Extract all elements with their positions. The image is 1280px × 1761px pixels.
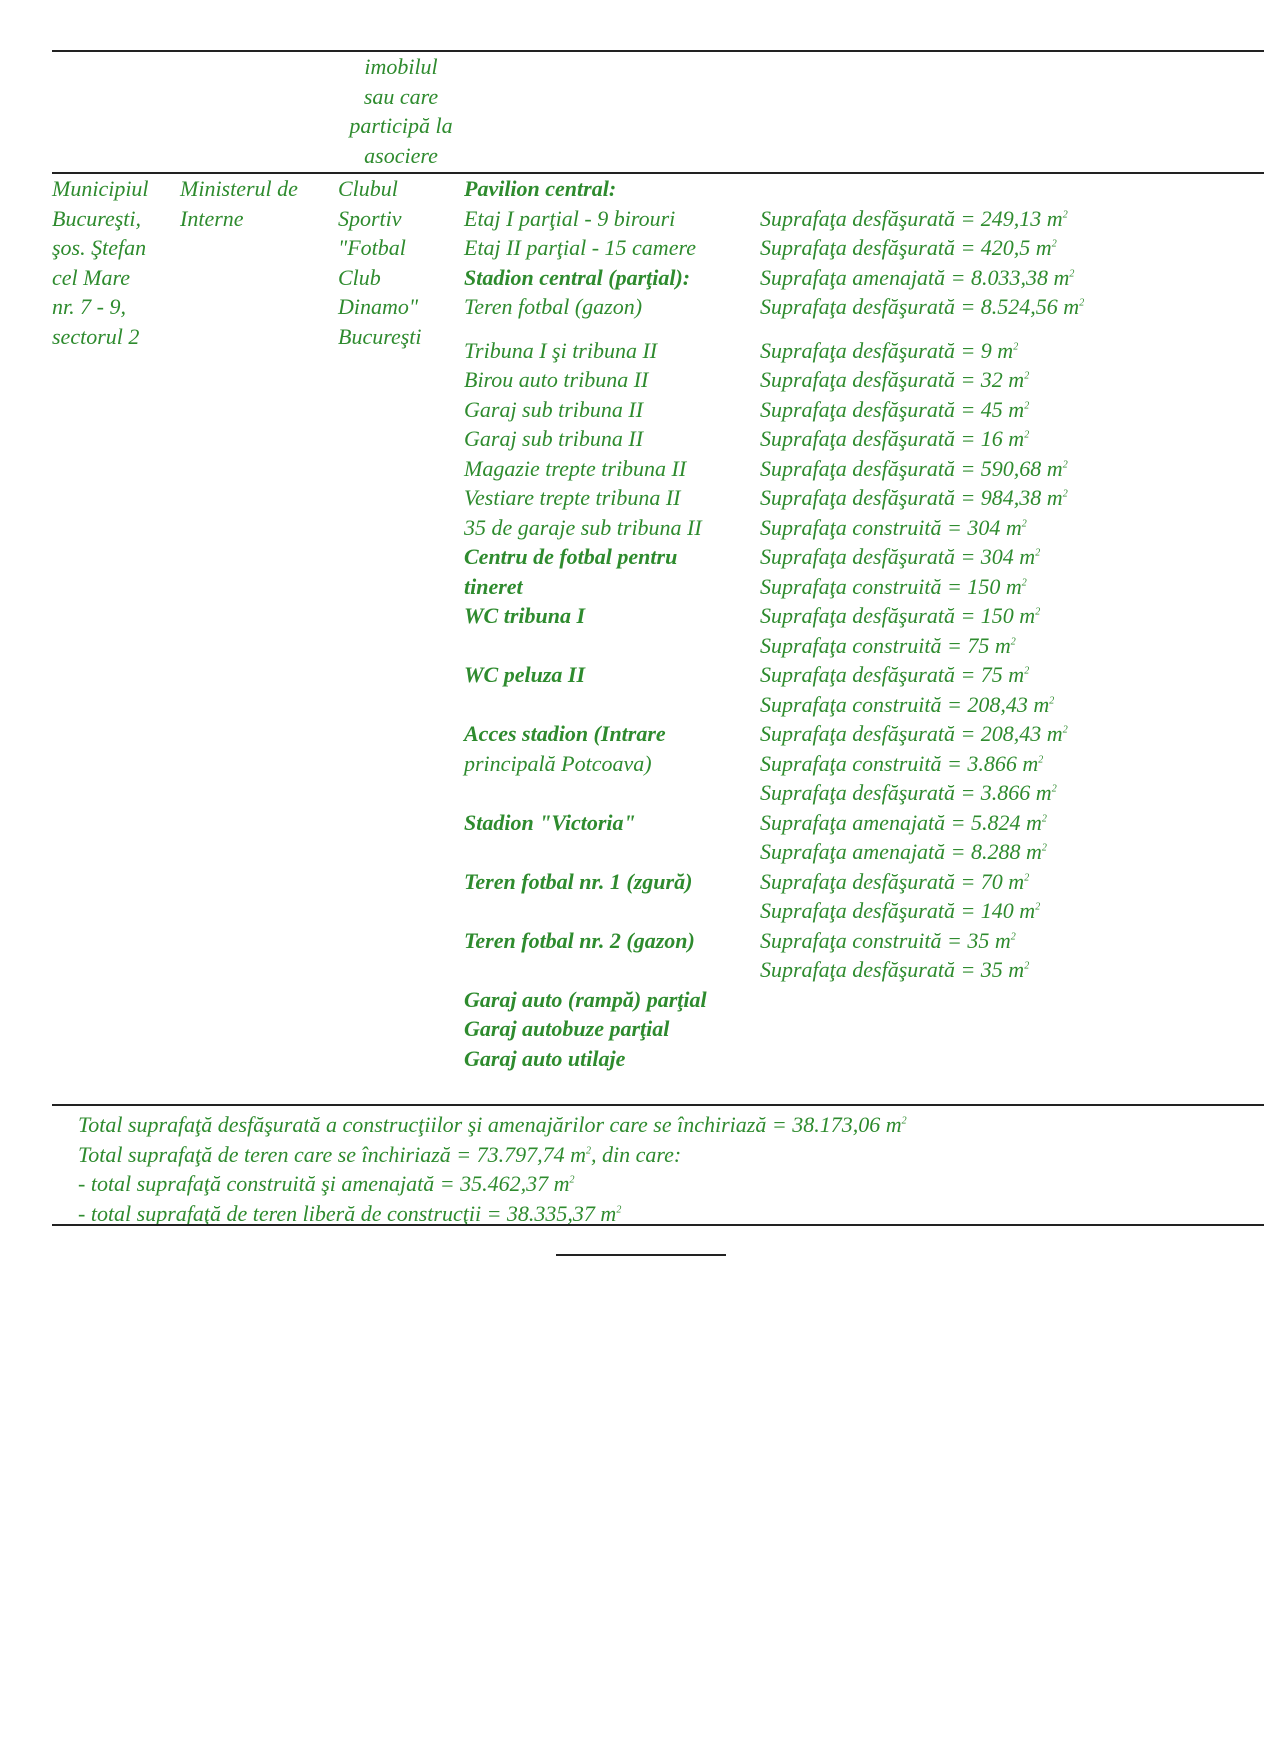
surface-area-value (760, 955, 1260, 985)
surface-area-text: Suprafaţa desfăşurată = 304 m (760, 544, 1036, 569)
surface-area-text: Suprafaţa amenajată = 8.288 m (760, 839, 1042, 864)
property-item: principală Potcoava) (464, 750, 652, 776)
surface-area-value (760, 778, 1260, 808)
surface-area-value (760, 572, 1260, 602)
surface-area-value (760, 631, 1260, 661)
surface-area-text: Suprafaţa amenajată = 8.033,38 m (760, 264, 1070, 290)
end-separator-line (556, 1254, 726, 1256)
property-item: Garaj sub tribuna II (464, 396, 644, 422)
total-text: - total suprafaţă construită şi amenajată = 35.462,37 m (78, 1171, 570, 1196)
surface-area-value (760, 926, 1260, 956)
unit-superscript: 2 (1038, 754, 1044, 766)
property-item: Birou auto tribuna II (464, 367, 649, 392)
totals-block (78, 1110, 907, 1228)
table-bottom-rule (52, 1224, 1264, 1226)
unit-superscript: 2 (1051, 238, 1057, 250)
row-gap (464, 322, 754, 336)
unit-superscript: 2 (1024, 665, 1030, 677)
property-item (464, 896, 754, 926)
header-line: asociere (364, 142, 438, 168)
surface-area-text: Suprafaţa desfăşurată = 8.524,56 m (760, 294, 1080, 319)
total-suffix: , din care: (591, 1141, 682, 1167)
unit-superscript: 2 (569, 1174, 575, 1186)
participant-line: "Fotbal (338, 235, 406, 260)
property-items-list (464, 174, 754, 1073)
surface-area-value (760, 513, 1260, 543)
participant-line: Clubul (338, 176, 398, 201)
totals-top-rule (52, 1104, 1264, 1106)
surface-area-text: Suprafaţa construită = 75 m (760, 632, 1011, 658)
row-gap (760, 322, 1260, 336)
participant-cell (338, 174, 460, 351)
header-line: imobilul (364, 54, 438, 79)
unit-superscript: 2 (616, 1204, 622, 1216)
column-header-participant (336, 52, 466, 170)
surface-area-value (760, 867, 1260, 897)
surface-area-text: Suprafaţa construită = 208,43 m (760, 691, 1050, 717)
unit-superscript: 2 (1062, 459, 1068, 471)
property-item: Magazie trepte tribuna II (464, 455, 687, 481)
property-item: Stadion "Victoria" (464, 809, 636, 835)
surface-area-text: Suprafaţa construită = 150 m (760, 573, 1022, 599)
surface-area-value (760, 292, 1260, 322)
surface-area-value (760, 424, 1260, 454)
surface-area-text: Suprafaţa desfăşurată = 75 m (760, 662, 1025, 687)
unit-superscript: 2 (586, 1145, 591, 1157)
surface-area-text: Suprafaţa desfăşurată = 590,68 m (760, 455, 1063, 481)
surface-area-text: Suprafaţa desfăşurată = 9 m (760, 337, 1014, 363)
property-item: Etaj II parţial - 15 camere (464, 235, 696, 260)
surface-area-value (760, 601, 1260, 631)
surface-area-value (760, 233, 1260, 263)
surface-area-value (760, 542, 1260, 572)
unit-superscript: 2 (1062, 724, 1068, 736)
property-item: Centru de fotbal pentru (464, 544, 678, 569)
total-line (78, 1140, 907, 1170)
property-item: Garaj auto (rampă) parţial (464, 986, 707, 1012)
surface-area-value (760, 896, 1260, 926)
property-item: tineret (464, 573, 523, 599)
surface-area-value (760, 660, 1260, 690)
property-item: 35 de garaje sub tribuna II (464, 514, 702, 540)
property-item: Vestiare trepte tribuna II (464, 485, 681, 510)
property-item: Teren fotbal nr. 2 (gazon) (464, 927, 695, 953)
surface-area-text: Suprafaţa construită = 3.866 m (760, 750, 1039, 776)
surface-area-text: Suprafaţa desfăşurată = 32 m (760, 367, 1025, 392)
unit-superscript: 2 (1062, 488, 1068, 500)
surface-area-text: Suprafaţa desfăşurată = 140 m (760, 898, 1036, 923)
surface-area-text: Suprafaţa desfăşurată = 208,43 m (760, 721, 1063, 746)
total-text: Total suprafaţă desfăşurată a construcţiilor şi amenajărilor care se închiriază = 38.173,06 m (78, 1112, 902, 1137)
surface-area-value (760, 483, 1260, 513)
property-item: Tribuna I şi tribuna II (464, 337, 658, 363)
location-line: cel Mare (52, 264, 130, 290)
participant-line: Sportiv (338, 205, 402, 231)
unit-superscript: 2 (1051, 783, 1057, 795)
unit-superscript: 2 (1013, 341, 1019, 353)
surface-area-value (760, 336, 1260, 366)
property-item: Teren fotbal nr. 1 (zgură) (464, 868, 693, 894)
total-line (78, 1110, 907, 1140)
property-item (464, 955, 754, 985)
location-line: sectorul 2 (52, 323, 140, 349)
header-line: participă la (349, 113, 453, 138)
participant-line: Dinamo" (338, 294, 419, 319)
unit-superscript: 2 (1024, 429, 1030, 441)
surface-area-value (760, 395, 1260, 425)
surface-area-text: Suprafaţa desfăşurată = 3.866 m (760, 780, 1052, 805)
surface-area-text: Suprafaţa desfăşurată = 249,13 m (760, 205, 1063, 231)
unit-superscript: 2 (1079, 297, 1085, 309)
surface-area-text: Suprafaţa desfăşurată = 70 m (760, 868, 1025, 894)
property-item: Garaj autobuze parţial (464, 1016, 670, 1041)
surface-area-value (760, 808, 1260, 838)
property-item: WC tribuna I (464, 603, 586, 628)
surface-areas-list (760, 204, 1260, 985)
property-item: Stadion central (parţial): (464, 264, 691, 290)
property-item (464, 690, 754, 720)
participant-line: Club (338, 264, 381, 290)
unit-superscript: 2 (1024, 400, 1030, 412)
surface-area-value (760, 837, 1260, 867)
header-line: sau care (363, 83, 439, 109)
unit-superscript: 2 (1024, 370, 1030, 382)
surface-area-text: Suprafaţa desfăşurată = 35 m (760, 957, 1025, 982)
unit-superscript: 2 (1021, 577, 1027, 589)
surface-area-value (760, 263, 1260, 293)
table-top-rule (52, 50, 1264, 52)
location-cell (52, 174, 172, 351)
surface-area-value (760, 204, 1260, 234)
participant-line: Bucureşti (338, 323, 422, 349)
unit-superscript: 2 (1035, 547, 1041, 559)
unit-superscript: 2 (901, 1115, 907, 1127)
surface-area-text: Suprafaţa desfăşurată = 45 m (760, 396, 1025, 422)
surface-area-text: Suprafaţa construită = 304 m (760, 514, 1022, 540)
property-item: Etaj I parţial - 9 birouri (464, 205, 676, 231)
unit-superscript: 2 (1049, 695, 1055, 707)
surface-area-value (760, 365, 1260, 395)
location-line: Bucureşti, (52, 205, 141, 231)
unit-superscript: 2 (1010, 636, 1016, 648)
surface-area-text: Suprafaţa desfăşurată = 16 m (760, 426, 1025, 451)
surface-area-value (760, 719, 1260, 749)
owner-cell (180, 174, 330, 233)
unit-superscript: 2 (1041, 842, 1047, 854)
unit-superscript: 2 (1041, 813, 1047, 825)
owner-line: Interne (180, 205, 244, 231)
location-line: Municipiul (52, 176, 149, 201)
property-item: Garaj sub tribuna II (464, 426, 644, 451)
surface-area-text: Suprafaţa desfăşurată = 984,38 m (760, 485, 1063, 510)
surface-area-text: Suprafaţa construită = 35 m (760, 927, 1011, 953)
total-text: Total suprafaţă de teren care se închiriază = 73.797,74 m (78, 1141, 586, 1167)
location-line: nr. 7 - 9, (52, 294, 126, 319)
unit-superscript: 2 (1069, 268, 1075, 280)
owner-line: Ministerul de (180, 176, 298, 201)
property-item: Teren fotbal (gazon) (464, 294, 643, 319)
property-item: WC peluza II (464, 662, 586, 687)
property-item: Acces stadion (Intrare (464, 721, 666, 746)
property-item (464, 837, 754, 867)
total-text: - total suprafaţă de teren liberă de construcţii = 38.335,37 m (78, 1200, 617, 1226)
total-line (78, 1169, 907, 1199)
surface-area-value (760, 749, 1260, 779)
unit-superscript: 2 (1035, 606, 1041, 618)
property-item: Pavilion central: (464, 176, 617, 201)
surface-area-text: Suprafaţa amenajată = 5.824 m (760, 809, 1042, 835)
unit-superscript: 2 (1010, 931, 1016, 943)
property-item (464, 631, 754, 661)
surface-area-text: Suprafaţa desfăşurată = 150 m (760, 603, 1036, 628)
surface-area-value (760, 454, 1260, 484)
unit-superscript: 2 (1024, 872, 1030, 884)
surface-area-text: Suprafaţa desfăşurată = 420,5 m (760, 235, 1052, 260)
unit-superscript: 2 (1062, 209, 1068, 221)
unit-superscript: 2 (1035, 901, 1041, 913)
property-item: Garaj auto utilaje (464, 1045, 626, 1071)
surface-area-value (760, 690, 1260, 720)
unit-superscript: 2 (1024, 960, 1030, 972)
property-item (464, 778, 754, 808)
location-line: şos. Ştefan (52, 235, 147, 260)
unit-superscript: 2 (1021, 518, 1027, 530)
